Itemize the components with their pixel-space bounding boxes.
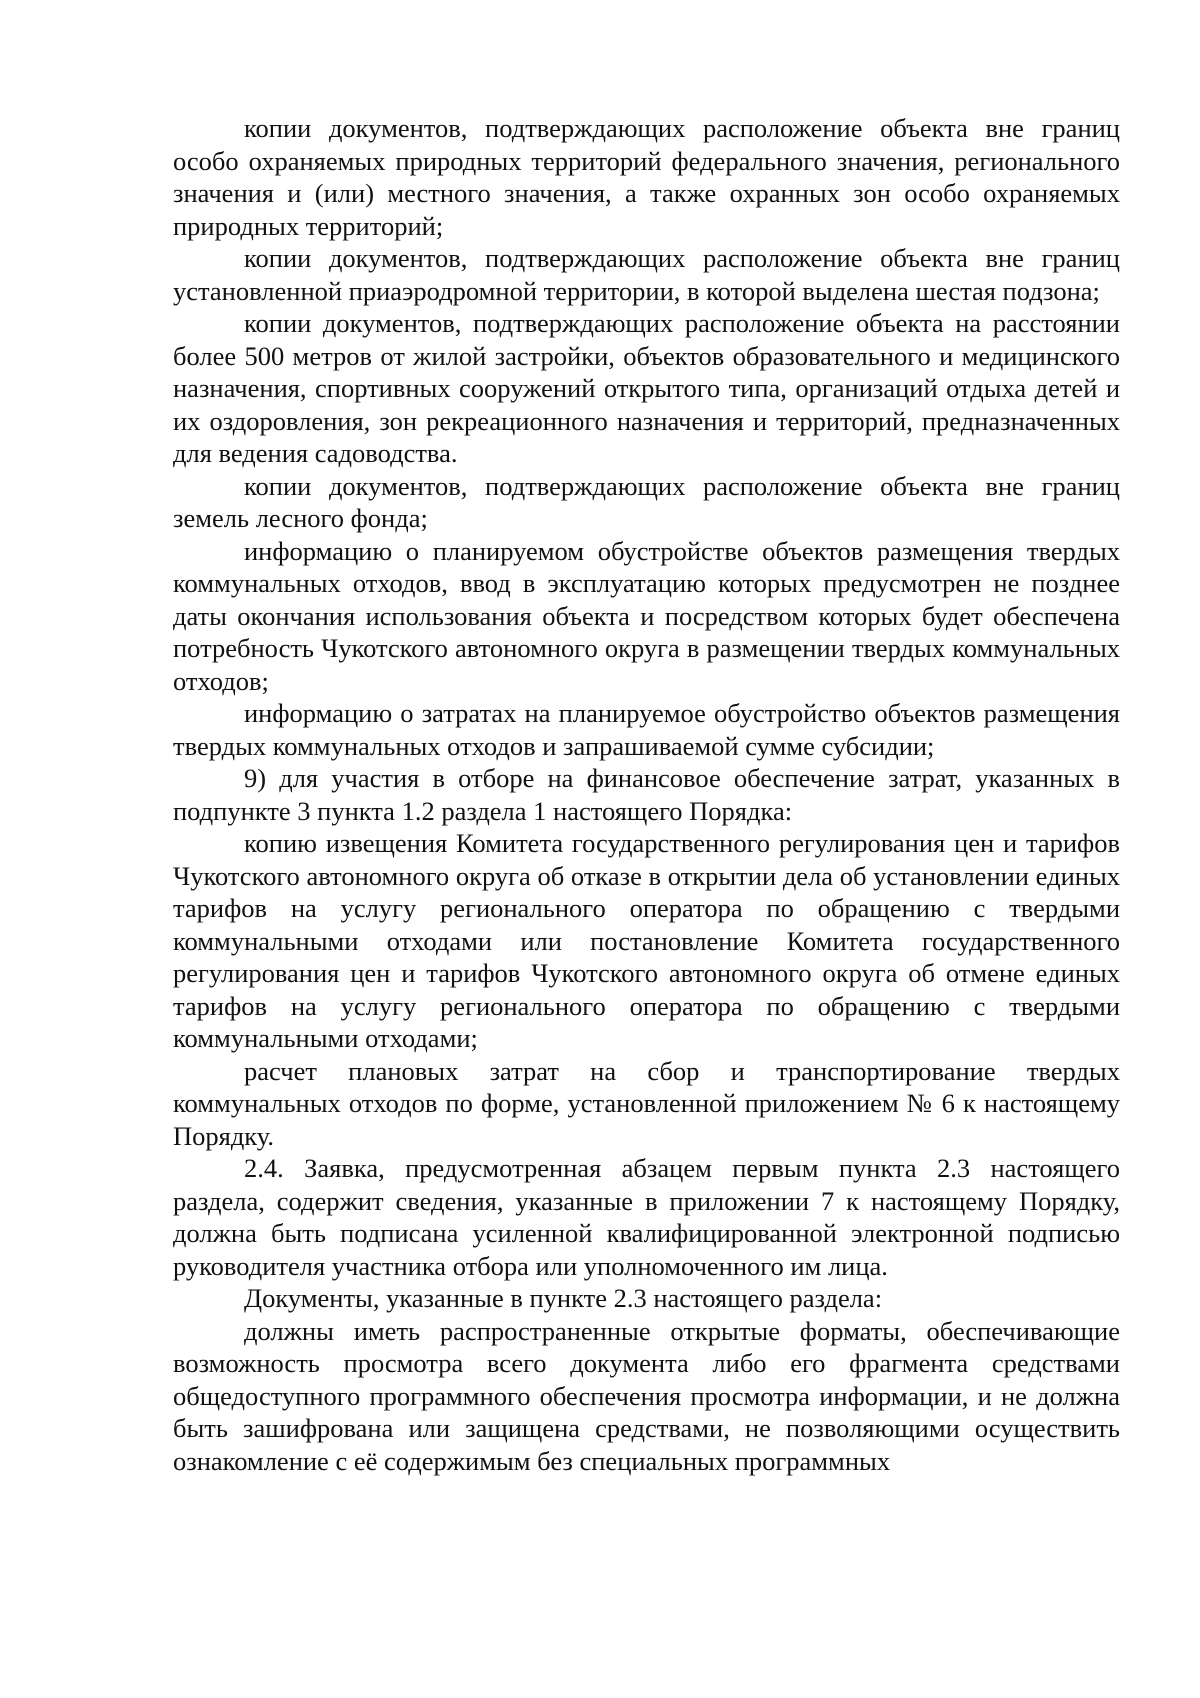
paragraph-planned-facilities: информацию о планируемом обустройстве объектов размещения твердых коммунальных отходов, ввод в эксплуатацию которых предусмотрен не позднее даты окончания использования объекта и посредством которых будет обеспечена потребность Чукотского автономного округа в размещении твердых коммунальных отходов; [173,535,1120,696]
document-page [173,112,1120,1477]
paragraph-cost-calculation: расчет плановых затрат на сбор и транспортирование твердых коммунальных отходов по форме, установленной приложением № 6 к настоящему Порядку. [173,1055,1120,1151]
paragraph-tariff-notice: копию извещения Комитета государственного регулирования цен и тарифов Чукотского автономного округа об отказе в открытии дела об установлении единых тарифов на услугу регионального оператора по обращению с твердыми коммунальными отходами или постановление Комитета государственного регулирования цен и тарифов Чукотского автономного округа об отмене единых тарифов на услугу регионального оператора по обращению с твердыми коммунальными отходами; [173,828,1120,1053]
paragraph-item-9: 9) для участия в отборе на финансовое обеспечение затрат, указанных в подпункте 3 пункта 1.2 раздела 1 настоящего Порядка: [173,763,1120,826]
paragraph-forest-fund: копии документов, подтверждающих расположение объекта вне границ земель лесного фонда; [173,470,1120,533]
paragraph-section-2-4: 2.4. Заявка, предусмотренная абзацем первым пункта 2.3 настоящего раздела, содержит сведения, указанные в приложении 7 к настоящему Порядку, должна быть подписана усиленной квалифицированной электронной подписью руководителя участника отбора или уполномоченного им лица. [173,1153,1120,1281]
paragraph-costs-subsidy: информацию о затратах на планируемое обустройство объектов размещения твердых коммунальных отходов и запрашиваемой сумме субсидии; [173,698,1120,761]
paragraph-aerodrome-territory: копии документов, подтверждающих расположение объекта вне границ установленной приаэродромной территории, в которой выделена шестая подзона; [173,243,1120,306]
paragraph-protected-areas: копии документов, подтверждающих расположение объекта вне границ особо охраняемых природных территорий федерального значения, регионального значения и (или) местного значения, а также охранных зон особо охраняемых природных территорий; [173,113,1120,241]
paragraph-documents-intro: Документы, указанные в пункте 2.3 настоящего раздела: [244,1283,883,1313]
paragraph-open-formats: должны иметь распространенные открытые форматы, обеспечивающие возможность просмотра всего документа либо его фрагмента средствами общедоступного программного обеспечения просмотра информации, и не должна быть зашифрована или защищена средствами, не позволяющими осуществить ознакомление с её содержимым без специальных программных [173,1315,1120,1476]
paragraph-residential-distance: копии документов, подтверждающих расположение объекта на расстоянии более 500 метров от жилой застройки, объектов образовательного и медицинского назначения, спортивных сооружений открытого типа, организаций отдыха детей и их оздоровления, зон рекреационного назначения и территорий, предназначенных для ведения садоводства. [173,308,1120,468]
